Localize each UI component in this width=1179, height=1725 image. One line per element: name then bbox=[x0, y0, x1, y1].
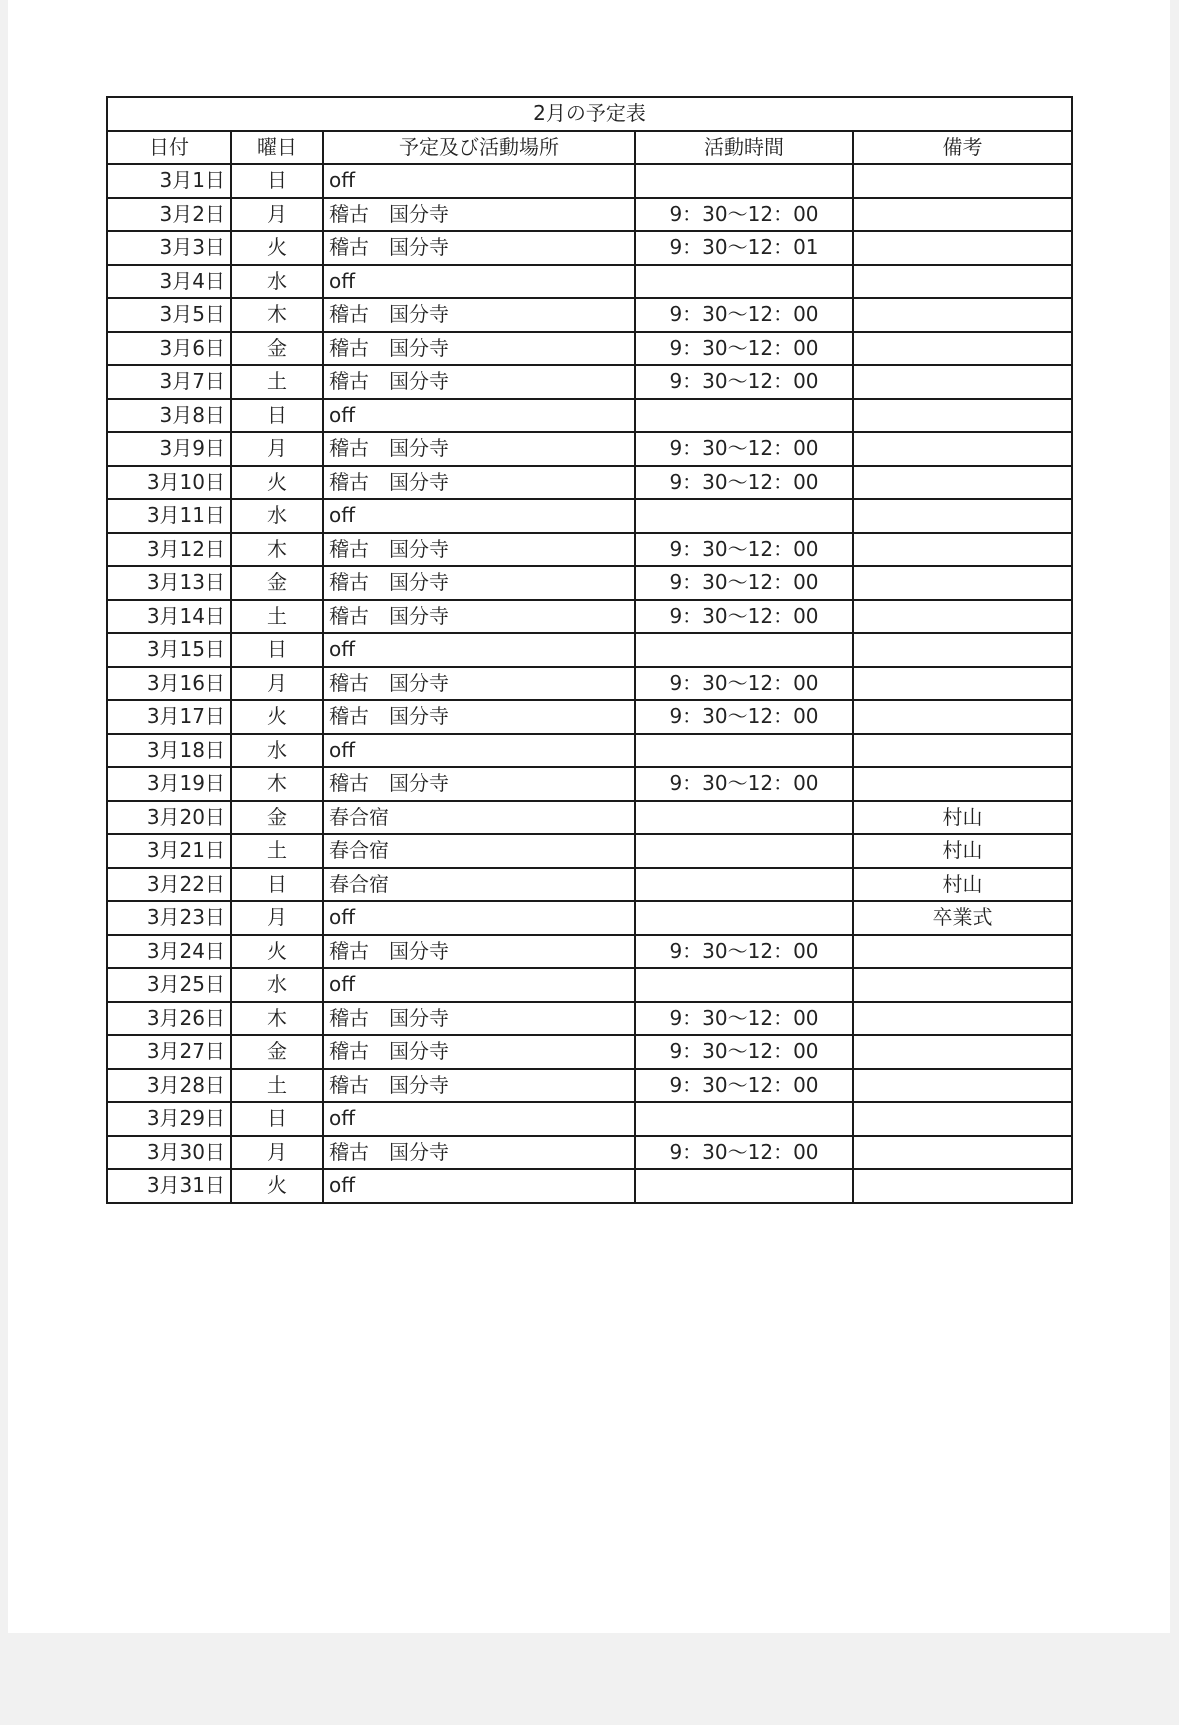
cell-date: 3月25日 bbox=[107, 968, 231, 1002]
cell-plan: 稽古 国分寺 bbox=[323, 667, 635, 701]
schedule-body bbox=[107, 164, 1072, 1203]
cell-weekday: 金 bbox=[231, 801, 323, 835]
table-row bbox=[107, 600, 1072, 634]
cell-plan: 春合宿 bbox=[323, 834, 635, 868]
cell-time: 9：30〜12：00 bbox=[635, 935, 853, 969]
cell-weekday: 木 bbox=[231, 533, 323, 567]
cell-note bbox=[853, 1069, 1072, 1103]
cell-date: 3月31日 bbox=[107, 1169, 231, 1203]
cell-plan: off bbox=[323, 968, 635, 1002]
cell-note bbox=[853, 600, 1072, 634]
cell-note: 卒業式 bbox=[853, 901, 1072, 935]
cell-plan: off bbox=[323, 1102, 635, 1136]
cell-date: 3月10日 bbox=[107, 466, 231, 500]
cell-note bbox=[853, 365, 1072, 399]
cell-note bbox=[853, 466, 1072, 500]
cell-date: 3月11日 bbox=[107, 499, 231, 533]
table-row bbox=[107, 901, 1072, 935]
cell-weekday: 水 bbox=[231, 968, 323, 1002]
cell-plan: 稽古 国分寺 bbox=[323, 231, 635, 265]
table-row bbox=[107, 499, 1072, 533]
cell-weekday: 土 bbox=[231, 1069, 323, 1103]
cell-date: 3月7日 bbox=[107, 365, 231, 399]
table-row bbox=[107, 633, 1072, 667]
cell-weekday: 土 bbox=[231, 600, 323, 634]
cell-plan: 稽古 国分寺 bbox=[323, 1069, 635, 1103]
cell-note bbox=[853, 298, 1072, 332]
cell-note bbox=[853, 1035, 1072, 1069]
cell-time: 9：30〜12：00 bbox=[635, 365, 853, 399]
cell-time: 9：30〜12：00 bbox=[635, 298, 853, 332]
cell-date: 3月3日 bbox=[107, 231, 231, 265]
cell-weekday: 水 bbox=[231, 734, 323, 768]
cell-plan: off bbox=[323, 164, 635, 198]
cell-date: 3月16日 bbox=[107, 667, 231, 701]
cell-time: 9：30〜12：00 bbox=[635, 1035, 853, 1069]
cell-weekday: 日 bbox=[231, 164, 323, 198]
header-plan: 予定及び活動場所 bbox=[323, 131, 635, 165]
cell-date: 3月23日 bbox=[107, 901, 231, 935]
cell-note bbox=[853, 633, 1072, 667]
cell-plan: 春合宿 bbox=[323, 868, 635, 902]
cell-weekday: 土 bbox=[231, 834, 323, 868]
cell-note bbox=[853, 533, 1072, 567]
cell-note bbox=[853, 1136, 1072, 1170]
cell-time: 9：30〜12：00 bbox=[635, 432, 853, 466]
cell-date: 3月2日 bbox=[107, 198, 231, 232]
table-row bbox=[107, 265, 1072, 299]
cell-time bbox=[635, 499, 853, 533]
table-row bbox=[107, 399, 1072, 433]
cell-time: 9：30〜12：00 bbox=[635, 1002, 853, 1036]
table-title: 2月の予定表 bbox=[107, 97, 1072, 131]
cell-weekday: 火 bbox=[231, 935, 323, 969]
cell-note bbox=[853, 1102, 1072, 1136]
cell-plan: off bbox=[323, 399, 635, 433]
cell-weekday: 金 bbox=[231, 566, 323, 600]
table-row bbox=[107, 432, 1072, 466]
schedule-table bbox=[106, 96, 1073, 1204]
cell-time bbox=[635, 901, 853, 935]
cell-plan: 稽古 国分寺 bbox=[323, 935, 635, 969]
cell-plan: 稽古 国分寺 bbox=[323, 767, 635, 801]
cell-time bbox=[635, 1169, 853, 1203]
cell-date: 3月5日 bbox=[107, 298, 231, 332]
table-row bbox=[107, 968, 1072, 1002]
cell-date: 3月6日 bbox=[107, 332, 231, 366]
table-row bbox=[107, 533, 1072, 567]
table-row bbox=[107, 1136, 1072, 1170]
cell-note bbox=[853, 700, 1072, 734]
cell-weekday: 月 bbox=[231, 667, 323, 701]
cell-note: 村山 bbox=[853, 834, 1072, 868]
cell-date: 3月22日 bbox=[107, 868, 231, 902]
cell-weekday: 日 bbox=[231, 399, 323, 433]
cell-date: 3月27日 bbox=[107, 1035, 231, 1069]
cell-note: 村山 bbox=[853, 801, 1072, 835]
cell-date: 3月12日 bbox=[107, 533, 231, 567]
cell-time bbox=[635, 868, 853, 902]
cell-plan: off bbox=[323, 633, 635, 667]
table-row bbox=[107, 667, 1072, 701]
cell-date: 3月26日 bbox=[107, 1002, 231, 1036]
cell-time bbox=[635, 734, 853, 768]
cell-time: 9：30〜12：00 bbox=[635, 466, 853, 500]
cell-note bbox=[853, 231, 1072, 265]
table-row bbox=[107, 332, 1072, 366]
cell-note bbox=[853, 1002, 1072, 1036]
cell-weekday: 金 bbox=[231, 332, 323, 366]
cell-time bbox=[635, 834, 853, 868]
table-row bbox=[107, 1069, 1072, 1103]
cell-date: 3月8日 bbox=[107, 399, 231, 433]
cell-plan: 稽古 国分寺 bbox=[323, 1035, 635, 1069]
table-row bbox=[107, 365, 1072, 399]
cell-time: 9：30〜12：00 bbox=[635, 566, 853, 600]
cell-date: 3月21日 bbox=[107, 834, 231, 868]
cell-time: 9：30〜12：00 bbox=[635, 1069, 853, 1103]
cell-note bbox=[853, 164, 1072, 198]
cell-date: 3月4日 bbox=[107, 265, 231, 299]
cell-time: 9：30〜12：00 bbox=[635, 198, 853, 232]
cell-note bbox=[853, 566, 1072, 600]
table-row bbox=[107, 1035, 1072, 1069]
title-row bbox=[107, 97, 1072, 131]
cell-date: 3月15日 bbox=[107, 633, 231, 667]
header-weekday: 曜日 bbox=[231, 131, 323, 165]
cell-weekday: 水 bbox=[231, 499, 323, 533]
cell-plan: off bbox=[323, 1169, 635, 1203]
table-row bbox=[107, 700, 1072, 734]
cell-time: 9：30〜12：00 bbox=[635, 667, 853, 701]
cell-plan: off bbox=[323, 901, 635, 935]
cell-weekday: 火 bbox=[231, 700, 323, 734]
cell-date: 3月14日 bbox=[107, 600, 231, 634]
table-row bbox=[107, 164, 1072, 198]
cell-weekday: 木 bbox=[231, 767, 323, 801]
cell-weekday: 木 bbox=[231, 298, 323, 332]
cell-note bbox=[853, 1169, 1072, 1203]
cell-note bbox=[853, 734, 1072, 768]
cell-weekday: 金 bbox=[231, 1035, 323, 1069]
cell-plan: 稽古 国分寺 bbox=[323, 466, 635, 500]
header-time: 活動時間 bbox=[635, 131, 853, 165]
cell-note bbox=[853, 499, 1072, 533]
cell-time bbox=[635, 1102, 853, 1136]
header-date: 日付 bbox=[107, 131, 231, 165]
table-row bbox=[107, 231, 1072, 265]
cell-date: 3月24日 bbox=[107, 935, 231, 969]
cell-plan: 稽古 国分寺 bbox=[323, 1136, 635, 1170]
cell-note bbox=[853, 265, 1072, 299]
cell-date: 3月17日 bbox=[107, 700, 231, 734]
cell-plan: 稽古 国分寺 bbox=[323, 365, 635, 399]
cell-note bbox=[853, 198, 1072, 232]
cell-time: 9：30〜12：00 bbox=[635, 332, 853, 366]
cell-weekday: 木 bbox=[231, 1002, 323, 1036]
cell-time bbox=[635, 968, 853, 1002]
header-row bbox=[107, 131, 1072, 165]
cell-weekday: 月 bbox=[231, 432, 323, 466]
table-row bbox=[107, 935, 1072, 969]
cell-note bbox=[853, 767, 1072, 801]
cell-time: 9：30〜12：00 bbox=[635, 767, 853, 801]
cell-note bbox=[853, 968, 1072, 1002]
cell-note bbox=[853, 432, 1072, 466]
cell-note bbox=[853, 935, 1072, 969]
cell-note: 村山 bbox=[853, 868, 1072, 902]
cell-weekday: 火 bbox=[231, 466, 323, 500]
cell-plan: 稽古 国分寺 bbox=[323, 198, 635, 232]
cell-time bbox=[635, 399, 853, 433]
cell-date: 3月28日 bbox=[107, 1069, 231, 1103]
cell-weekday: 月 bbox=[231, 1136, 323, 1170]
cell-plan: 稽古 国分寺 bbox=[323, 432, 635, 466]
document-page bbox=[8, 0, 1170, 1633]
table-row bbox=[107, 466, 1072, 500]
cell-date: 3月19日 bbox=[107, 767, 231, 801]
cell-plan: 稽古 国分寺 bbox=[323, 298, 635, 332]
cell-date: 3月18日 bbox=[107, 734, 231, 768]
cell-time: 9：30〜12：00 bbox=[635, 600, 853, 634]
cell-weekday: 土 bbox=[231, 365, 323, 399]
cell-weekday: 月 bbox=[231, 198, 323, 232]
cell-date: 3月1日 bbox=[107, 164, 231, 198]
cell-weekday: 日 bbox=[231, 868, 323, 902]
header-notes: 備考 bbox=[853, 131, 1072, 165]
cell-note bbox=[853, 667, 1072, 701]
cell-weekday: 火 bbox=[231, 1169, 323, 1203]
table-row bbox=[107, 298, 1072, 332]
cell-weekday: 日 bbox=[231, 633, 323, 667]
table-row bbox=[107, 801, 1072, 835]
cell-plan: off bbox=[323, 265, 635, 299]
cell-time: 9：30〜12：00 bbox=[635, 1136, 853, 1170]
cell-time bbox=[635, 164, 853, 198]
table-row bbox=[107, 1102, 1072, 1136]
cell-plan: 稽古 国分寺 bbox=[323, 700, 635, 734]
cell-weekday: 水 bbox=[231, 265, 323, 299]
cell-plan: 稽古 国分寺 bbox=[323, 600, 635, 634]
table-row bbox=[107, 868, 1072, 902]
cell-date: 3月30日 bbox=[107, 1136, 231, 1170]
table-row bbox=[107, 767, 1072, 801]
cell-weekday: 火 bbox=[231, 231, 323, 265]
table-row bbox=[107, 566, 1072, 600]
cell-time bbox=[635, 801, 853, 835]
cell-date: 3月29日 bbox=[107, 1102, 231, 1136]
table-row bbox=[107, 1169, 1072, 1203]
cell-plan: 稽古 国分寺 bbox=[323, 533, 635, 567]
cell-plan: off bbox=[323, 734, 635, 768]
cell-plan: off bbox=[323, 499, 635, 533]
cell-note bbox=[853, 399, 1072, 433]
cell-weekday: 日 bbox=[231, 1102, 323, 1136]
cell-time: 9：30〜12：00 bbox=[635, 700, 853, 734]
cell-plan: 稽古 国分寺 bbox=[323, 566, 635, 600]
cell-time: 9：30〜12：00 bbox=[635, 533, 853, 567]
cell-plan: 稽古 国分寺 bbox=[323, 1002, 635, 1036]
cell-note bbox=[853, 332, 1072, 366]
table-row bbox=[107, 734, 1072, 768]
cell-weekday: 月 bbox=[231, 901, 323, 935]
cell-time: 9：30〜12：01 bbox=[635, 231, 853, 265]
table-row bbox=[107, 198, 1072, 232]
cell-date: 3月13日 bbox=[107, 566, 231, 600]
cell-date: 3月9日 bbox=[107, 432, 231, 466]
cell-time bbox=[635, 633, 853, 667]
cell-plan: 稽古 国分寺 bbox=[323, 332, 635, 366]
cell-time bbox=[635, 265, 853, 299]
cell-date: 3月20日 bbox=[107, 801, 231, 835]
table-row bbox=[107, 1002, 1072, 1036]
cell-plan: 春合宿 bbox=[323, 801, 635, 835]
table-row bbox=[107, 834, 1072, 868]
